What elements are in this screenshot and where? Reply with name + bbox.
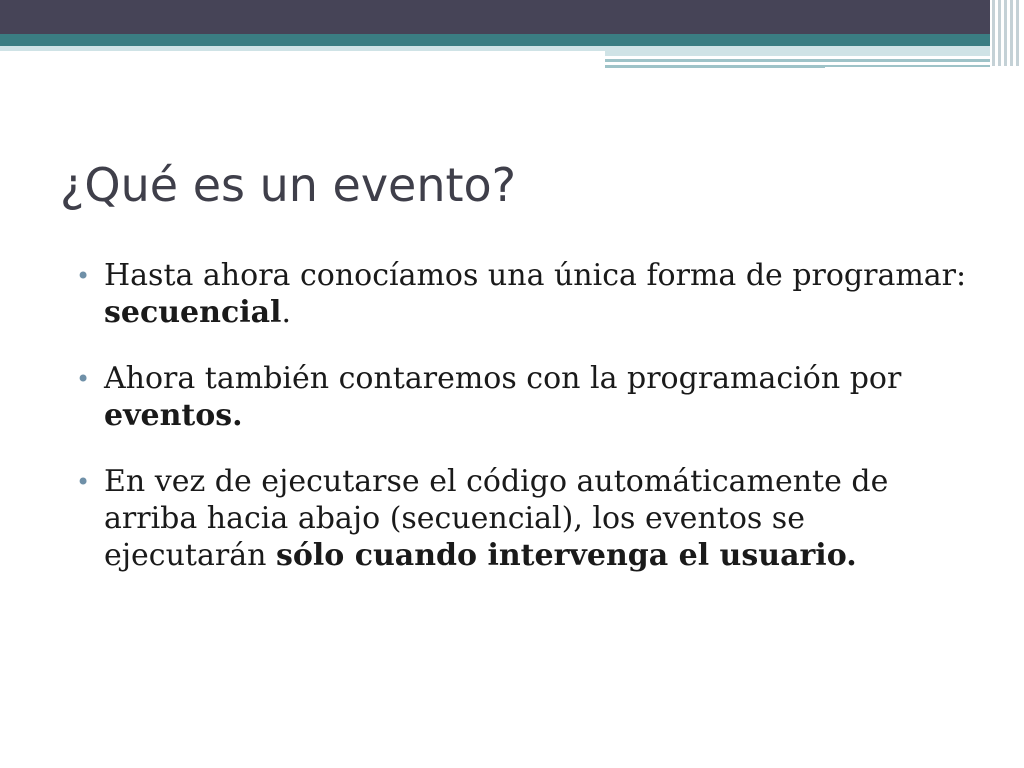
bullet-dot-icon: • <box>76 468 91 497</box>
header-tab-line <box>605 59 990 62</box>
header-stripe <box>1004 0 1007 66</box>
header-band-dark <box>0 0 990 34</box>
header-tab-line <box>825 65 990 67</box>
header-band-teal <box>0 34 990 46</box>
header-stripe <box>992 0 995 66</box>
slide-title: ¿Qué es un evento? <box>60 158 517 212</box>
bullet-item <box>74 464 974 574</box>
header-tab-line <box>605 65 825 68</box>
bullet-text: En vez de ejecutarse el código automáticamente de arriba hacia abajo (secuencial), los eventos se ejecutarán <box>104 464 889 573</box>
bullet-text: Hasta ahora conocíamos una única forma de programar: <box>104 258 967 293</box>
header-stripe <box>1016 0 1019 66</box>
bullet-item <box>74 258 974 331</box>
header-band-light <box>0 46 605 51</box>
header-tab-block <box>605 46 990 56</box>
bullet-text-after: . <box>281 294 291 330</box>
bullet-dot-icon: • <box>76 262 91 290</box>
bullet-list <box>74 258 974 604</box>
bullet-bold-text: eventos. <box>104 397 243 433</box>
bullet-dot-icon: • <box>76 365 91 394</box>
bullet-bold-text: sólo cuando intervenga el usuario. <box>275 537 857 573</box>
bullet-bold-text: secuencial <box>104 294 282 330</box>
bullet-text: Ahora también contaremos con la programación por <box>104 361 902 397</box>
bullet-item <box>74 361 974 434</box>
header-stripe <box>1010 0 1013 66</box>
header-stripe <box>998 0 1001 66</box>
